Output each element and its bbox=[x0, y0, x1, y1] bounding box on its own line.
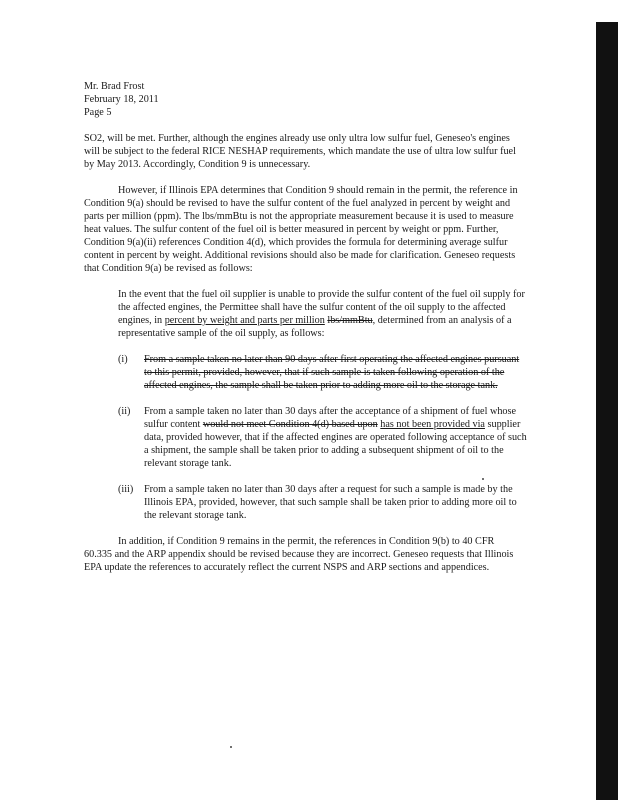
item-number: (iii) bbox=[118, 484, 134, 495]
deleted-text: lbs/mmBtu bbox=[327, 315, 373, 326]
item-text: From a sample taken no later than 30 days after a request for such a sample is made by the Illinois EPA, provided, however, that such sample shall be taken prior to adding more oil to the relevant storage tank. bbox=[144, 484, 517, 521]
deleted-text: would not meet Condition 4(d) based upon bbox=[202, 419, 378, 430]
item-number: (i) bbox=[118, 354, 128, 365]
quote-text: , determined from an analysis of a representative sample of the oil supply, as follows: bbox=[118, 315, 512, 339]
scan-page-edge bbox=[596, 22, 618, 800]
letter-date: February 18, 2011 bbox=[84, 94, 159, 105]
paragraph-intro: SO2, will be met. Further, although the engines already use only ultra low sulfur fuel, Geneseo's engines will be subject to the federal RICE NESHAP requirements, which mandate the use of ultra low sulfur fuel by May 2013. Accordingly, Condition 9 is unnecessary. bbox=[84, 133, 516, 170]
page-number: Page 5 bbox=[84, 107, 112, 118]
paragraph-condition-9a: However, if Illinois EPA determines that Condition 9 should remain in the permit, the reference in Condition 9(a) should be revised to have the sulfur content of the fuel analyzed in percent by weight and parts per million (ppm). The lbs/mmBtu is not the appropriate measurement because it is used to measure heat values. The sulfur content of the fuel oil is better measured in percent by weight or ppm. Further, Condition 9(a)(ii) references Condition 4(d), which provides the formula for determining average sulfur content in percent by weight. Additional revisions should also be made for clarification. Geneseo requests that Condition 9(a) be revised as follows: bbox=[84, 185, 518, 274]
quote-text: In the event that the fuel oil supplier is unable to provide the sulfur content of the fuel oil supply for the affected engines, the Permittee shall have the sulfur content of the oil supply to the affected engines, in bbox=[118, 289, 525, 326]
letter-page bbox=[84, 80, 527, 574]
recipient-name: Mr. Brad Frost bbox=[84, 81, 145, 92]
paragraph-condition-9b: In addition, if Condition 9 remains in the permit, the references in Condition 9(b) to 40 CFR 60.335 and the ARP appendix should be revised because they are incorrect. Geneseo requests that Illinois EPA update the references to accurately reflect the current NSPS and ARP sections and appendices. bbox=[84, 536, 514, 573]
letter-header bbox=[84, 80, 524, 119]
item-number: (ii) bbox=[118, 406, 131, 417]
proposed-revision-quote bbox=[118, 288, 528, 340]
deleted-item-text: From a sample taken no later than 90 days after first operating the affected engines pursuant to this permit, provided, however, that if such sample is taken following operation of the affected engines, the sample shall be taken prior to adding more oil to the storage tank. bbox=[144, 354, 520, 391]
inserted-text: percent by weight and parts per million bbox=[164, 315, 325, 326]
list-item bbox=[118, 405, 528, 470]
item-text: From a sample taken no later than 30 days after the acceptance of a shipment of fuel whose sulfur content would not meet Condition 4(d) based upon has not been provided via supplier data, provided however, that if the affected engines are operated following acceptance of such a shipment, the sample shall be taken prior to adding a subsequent shipment of oil to the relevant storage tank. bbox=[144, 406, 527, 469]
list-item bbox=[118, 483, 528, 522]
scan-speck bbox=[230, 746, 232, 748]
list-item bbox=[118, 353, 528, 392]
inserted-text: has not been provided via bbox=[380, 419, 485, 430]
